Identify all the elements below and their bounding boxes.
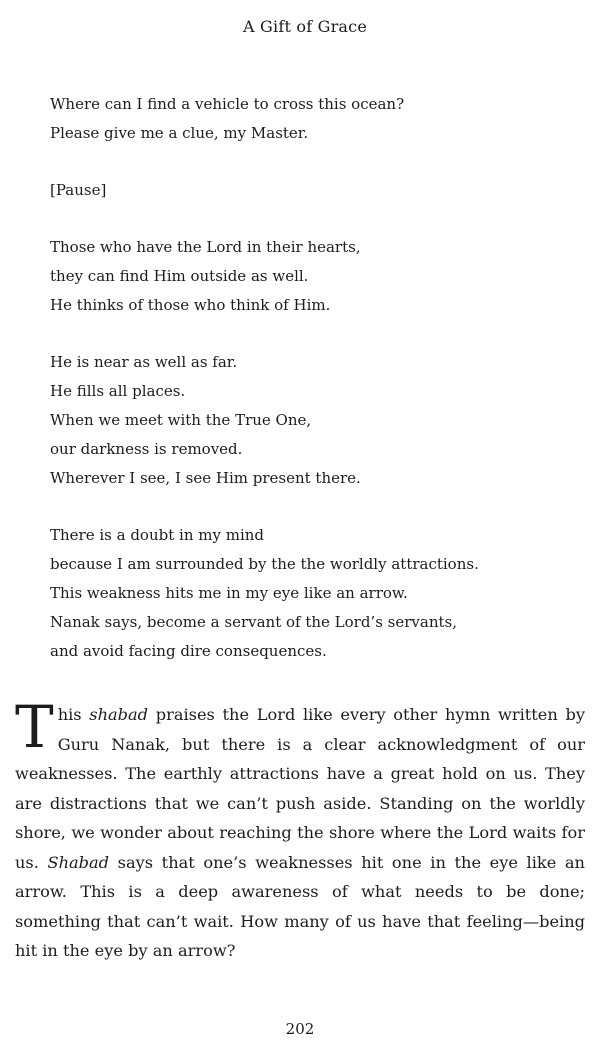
poem-line: and avoid facing dire consequences. (50, 642, 327, 660)
poem-line: There is a doubt in my mind (50, 526, 264, 544)
poem-line: He fills all places. (50, 382, 186, 400)
poem-line: Nanak says, become a servant of the Lord’s servants, (50, 613, 457, 631)
poem-stanza (50, 521, 550, 666)
poem-stanza (50, 348, 550, 493)
italic-term: shabad (89, 705, 149, 725)
commentary-paragraph (15, 693, 585, 966)
poem-line: Please give me a clue, my Master. (50, 124, 309, 142)
page-number: 202 (285, 1020, 315, 1038)
poem-line: When we meet with the True One, (50, 411, 312, 429)
poem-line: our darkness is removed. (50, 440, 243, 458)
poem-stanza (50, 176, 550, 205)
poem-stanza (50, 233, 550, 320)
poem-line: Where can I find a vehicle to cross this ocean? (50, 95, 405, 113)
poem-line: Those who have the Lord in their hearts, (50, 238, 361, 256)
poem-line: they can find Him outside as well. (50, 267, 309, 285)
poem-line: Wherever I see, I see Him present there. (50, 469, 361, 487)
commentary-text: praises the Lord like every other hymn written by Guru Nanak, but there is a clear acknowledgment of our weaknesses. The earthly attractions have a great hold on us. They are distractions that we can’t push aside. Standing on the worldly shore, we wonder about reaching the shore where the Lord waits for us. (15, 705, 585, 872)
poem (50, 90, 550, 694)
poem-line: [Pause] (50, 181, 107, 199)
commentary-text: says that one’s weaknesses hit one in the eye like an arrow. This is a deep awareness of what needs to be done; something that can’t wait. How many of us have that feeling—being hit in the eye by an arrow? (15, 852, 585, 961)
running-title: A Gift of Grace (242, 17, 367, 36)
poem-line: He thinks of those who think of Him. (50, 296, 331, 314)
commentary-text: his (57, 705, 90, 725)
poem-stanza (50, 90, 550, 148)
poem-line: because I am surrounded by the the worldly attractions. (50, 555, 479, 573)
italic-term: Shabad (47, 852, 110, 872)
poem-line: This weakness hits me in my eye like an arrow. (50, 584, 408, 602)
poem-line: He is near as well as far. (50, 353, 238, 371)
drop-cap: T (15, 693, 54, 762)
